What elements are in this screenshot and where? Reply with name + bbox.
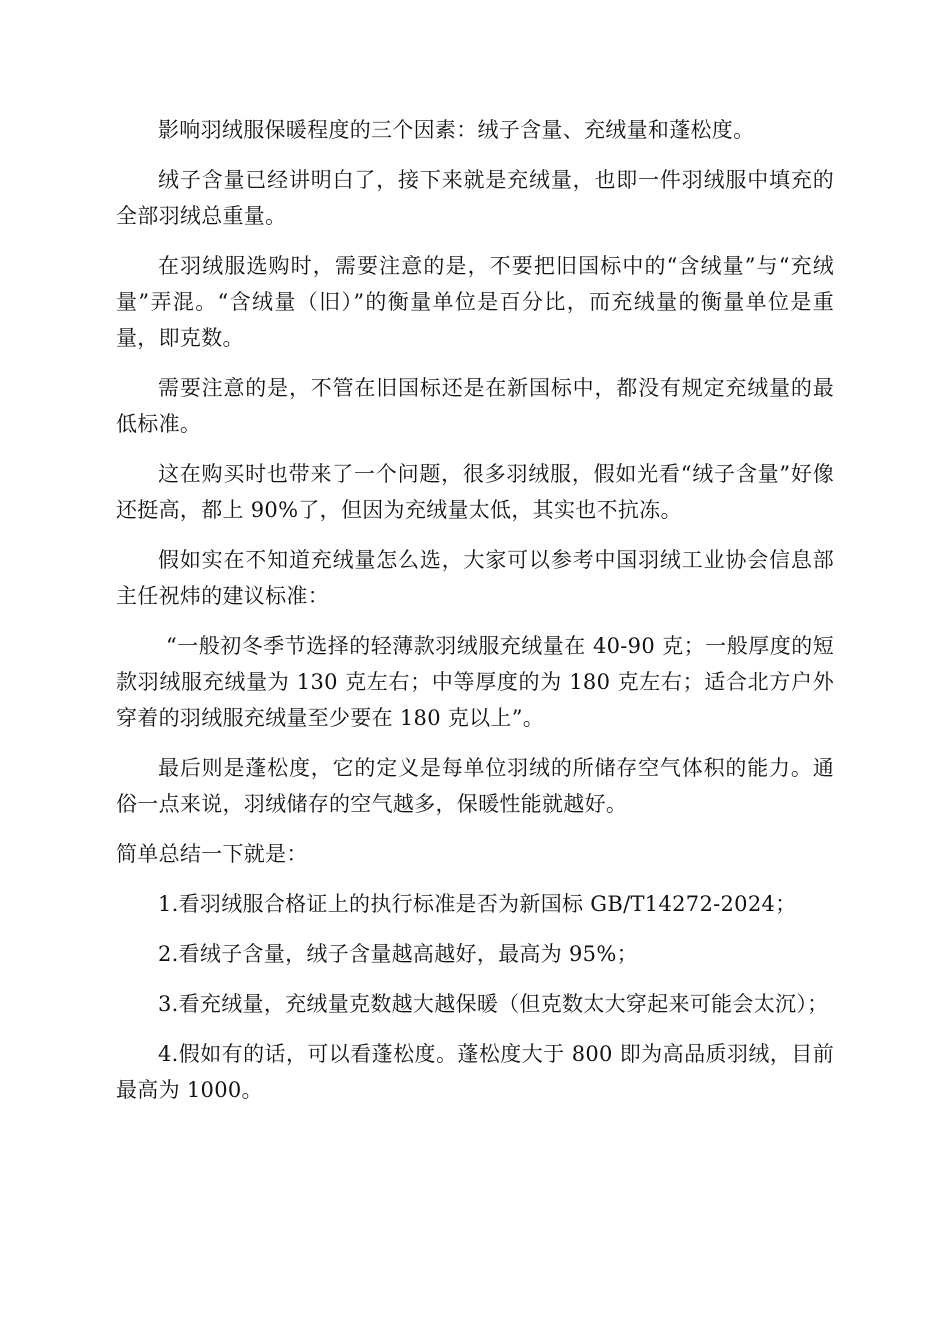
list-item-standard: 1.看羽绒服合格证上的执行标准是否为新国标 GB/T14272-2024； [158,892,797,916]
paragraph-content-vs-fill: 在羽绒服选购时，需要注意的是，不要把旧国标中的“含绒量”与“充绒量”弄混。“含绒量（旧）”的衡量单位是百分比，而充绒量的衡量单位是重量，即克数。 [116,254,834,350]
paragraph-warmth-factors: 影响羽绒服保暖程度的三个因素：绒子含量、充绒量和蓬松度。 [158,118,755,142]
paragraph-reference-standard: 假如实在不知道充绒量怎么选，大家可以参考中国羽绒工业协会信息部主任祝炜的建议标准： [116,548,834,608]
paragraph-fill-weight-definition: 绒子含量已经讲明白了，接下来就是充绒量，也即一件羽绒服中填充的全部羽绒总重量。 [116,168,834,228]
paragraph-purchase-problem: 这在购买时也带来了一个问题，很多羽绒服，假如光看“绒子含量”好像还挺高，都上 90%了，但因为充绒量太低，其实也不抗冻。 [116,462,834,522]
list-item-down-content: 2.看绒子含量，绒子含量越高越好，最高为 95%； [158,942,638,966]
document-body [116,112,834,1122]
paragraph-expert-quote: “一般初冬季节选择的轻薄款羽绒服充绒量在 40-90 克；一般厚度的短款羽绒服充绒量为 130 克左右；中等厚度的为 180 克左右；适合北方户外穿着的羽绒服充绒量至少要在 180 克以上”。 [116,634,834,730]
paragraph-summary-heading: 简单总结一下就是： [116,842,308,866]
paragraph-fill-power: 最后则是蓬松度，它的定义是每单位羽绒的所储存空气体积的能力。通俗一点来说，羽绒储存的空气越多，保暖性能就越好。 [116,756,834,816]
list-item-fill-weight: 3.看充绒量，充绒量克数越大越保暖（但克数太大穿起来可能会太沉）； [158,992,829,1016]
list-item-fill-power: 4.假如有的话，可以看蓬松度。蓬松度大于 800 即为高品质羽绒，目前最高为 1000。 [116,1042,834,1102]
paragraph-no-minimum-standard: 需要注意的是，不管在旧国标还是在新国标中，都没有规定充绒量的最低标准。 [116,376,834,436]
